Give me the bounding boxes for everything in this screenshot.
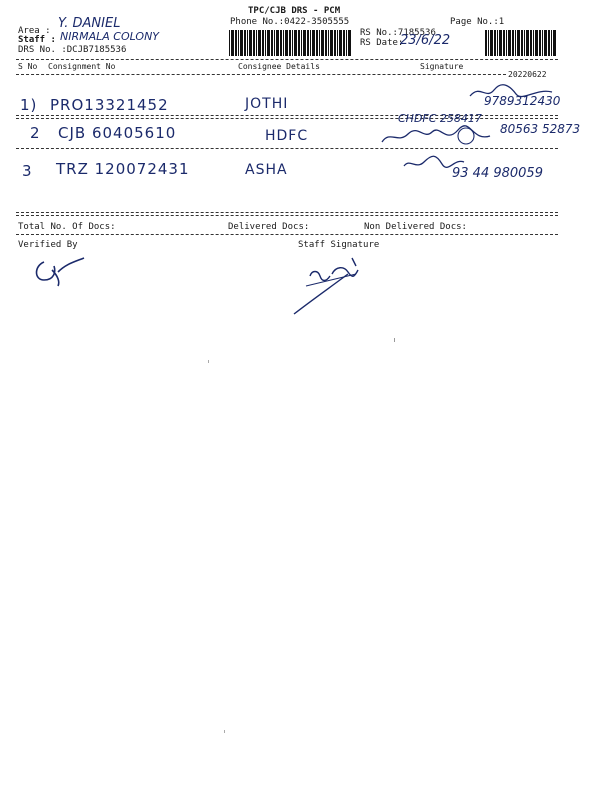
- row-note: CHDFC 258417: [398, 112, 482, 125]
- row-sno: 1): [20, 96, 38, 114]
- area-label: Area :: [18, 26, 51, 36]
- scan-speck: [224, 730, 225, 733]
- scan-speck: [208, 360, 209, 363]
- staff-handwritten: NIRMALA COLONY: [60, 30, 160, 43]
- row-sno: 3: [22, 162, 33, 180]
- phone-number: Phone No.:0422-3505555: [230, 17, 350, 27]
- row-phone: 93 44 980059: [452, 166, 543, 181]
- area-handwritten: Y. DANIEL: [58, 16, 121, 31]
- barcode-page: [484, 30, 556, 56]
- verified-by-label: Verified By: [18, 240, 78, 250]
- row-consignee: ASHA: [245, 162, 288, 178]
- staff-label: Staff :: [18, 35, 56, 45]
- total-docs-label: Total No. Of Docs:: [18, 222, 116, 232]
- date-stamp: 20220622: [508, 70, 547, 79]
- non-delivered-docs-label: Non Delivered Docs:: [364, 222, 467, 232]
- row-consignment: PRO13321452: [50, 96, 169, 114]
- signature-mark: [380, 124, 500, 148]
- header-divider: [16, 59, 558, 60]
- rs-date-handwritten: 23/6/22: [400, 33, 451, 48]
- page-number: Page No.:1: [450, 17, 505, 27]
- table-bottom-rule: [16, 212, 558, 213]
- footer-divider: [16, 234, 558, 235]
- staff-signature-label: Staff Signature: [298, 240, 380, 250]
- row-consignee: HDFC: [265, 128, 309, 144]
- col-sno: S No: [18, 62, 38, 71]
- staff-signature: [292, 252, 372, 318]
- barcode-drs: [228, 30, 354, 56]
- col-consignee: Consignee Details: [238, 62, 320, 71]
- drs-number: DRS No. :DCJB7185536: [18, 45, 127, 55]
- row-sno: 2: [30, 124, 41, 142]
- columns-divider: [16, 74, 506, 75]
- verifier-signature: [30, 252, 90, 288]
- rs-number: RS No.:7185536: [360, 28, 436, 38]
- row-divider: [16, 148, 558, 149]
- row-consignment: CJB 60405610: [58, 124, 177, 142]
- form-title: TPC/CJB DRS - PCM: [248, 6, 341, 16]
- row-phone: 9789312430: [484, 94, 561, 108]
- row-consignee: JOTHI: [245, 96, 289, 112]
- row-consignment: TRZ 120072431: [56, 160, 190, 178]
- rs-date-label: RS Date:: [360, 38, 404, 48]
- delivered-docs-label: Delivered Docs:: [228, 222, 310, 232]
- row-phone: 80563 52873: [500, 122, 581, 136]
- scan-speck: [394, 338, 395, 342]
- signature-mark: [466, 82, 558, 102]
- col-signature: Signature: [420, 62, 464, 71]
- col-consignment: Consignment No: [48, 62, 116, 71]
- table-bottom-rule: [16, 215, 558, 216]
